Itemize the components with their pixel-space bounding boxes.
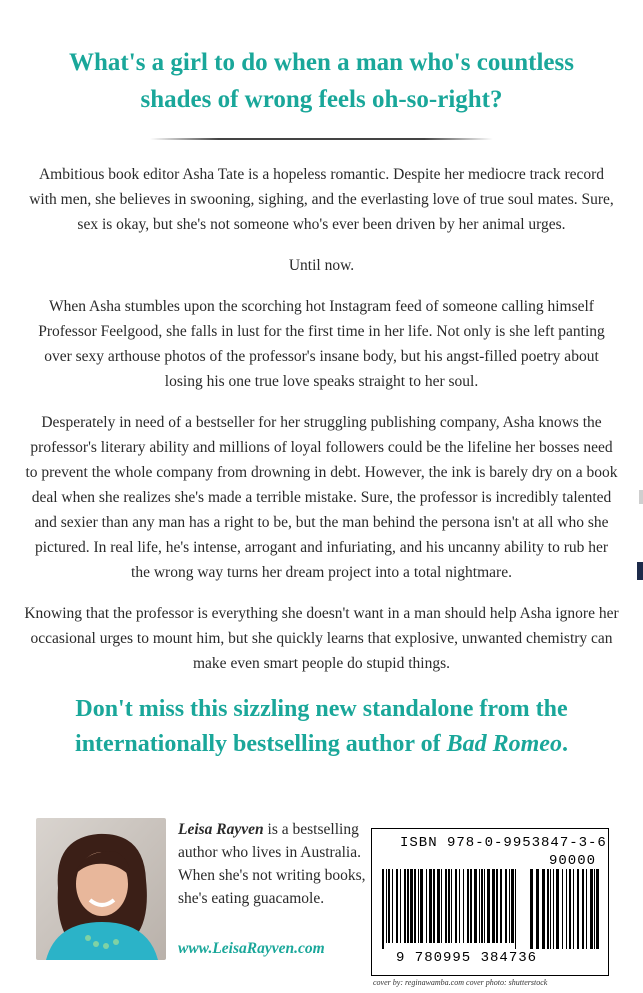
author-bio [178, 818, 368, 910]
headline-line-2: shades of wrong feels oh-so-right? [140, 86, 503, 113]
tagline-suffix: . [561, 731, 568, 757]
blurb-paragraph-2: Until now. [288, 257, 355, 274]
author-photo [36, 818, 166, 960]
cover-credits: cover by: reginawamba.com cover photo: shutterstock [373, 978, 548, 987]
isbn: ISBN 978-0-9953847-3-6 [400, 835, 607, 851]
author-bio-text: is a bestselling author who lives in Australia. When she's not writing books, she's eating guacamole. [178, 821, 366, 907]
tagline-line-1: Don't miss this sizzling new standalone from the [75, 696, 568, 722]
price-code: 90000 [548, 853, 596, 869]
edge-mark [639, 490, 643, 504]
author-website[interactable]: www.LeisaRayven.com [178, 940, 325, 957]
tagline [40, 692, 603, 762]
barcode-bars [378, 869, 604, 949]
book-title: Bad Romeo [446, 731, 562, 757]
tagline-line-2 [40, 727, 603, 762]
blurb-paragraph-3: When Asha stumbles upon the scorching hot Instagram feed of someone calling himself Professor Feelgood, she falls in lust for the first time in her life. Not only is she left panting over sexy arthouse photos of the professor's insane body, but his angst-filled poetry about losing his one true love speaks straight to her soul. [38, 298, 605, 390]
author-name: Leisa Rayven [178, 821, 264, 838]
barcode [371, 828, 609, 976]
headline [40, 44, 603, 118]
blurb-paragraph-1: Ambitious book editor Asha Tate is a hopeless romantic. Despite her mediocre track record with men, she believes in swooning, sighing, and the everlasting love of true soul mates. Sure, sex is okay, but she's not someone who's ever been driven by her animal urges. [29, 166, 614, 233]
headline-line-1: What's a girl to do when a man who's countless [69, 49, 574, 76]
tagline-prefix: internationally bestselling author of [75, 731, 447, 757]
divider [150, 138, 493, 140]
edge-mark-navy [637, 562, 643, 580]
blurb [24, 162, 619, 692]
blurb-paragraph-4: Desperately in need of a bestseller for her struggling publishing company, Asha knows the professor's literary ability and millions of loyal followers could be the lifeline her bosses need to prevent the whole company from drowning in debt. However, the ink is barely dry on a book deal when she realizes she's made a terrible mistake. Sure, the professor is incredibly talented and sexier than any man has a right to be, but the man behind the persona isn't at all who she pictured. In real life, he's intense, arrogant and infuriating, and his uncanny ability to rub her the wrong way turns her dream project into a total nightmare. [25, 414, 618, 581]
blurb-paragraph-5: Knowing that the professor is everything she doesn't want in a man should help Asha ignore her occasional urges to mount him, but she quickly learns that explosive, unwanted chemistry can make even smart people do stupid things. [24, 605, 619, 672]
barcode-digits: 9 780995 384736 [396, 950, 538, 966]
